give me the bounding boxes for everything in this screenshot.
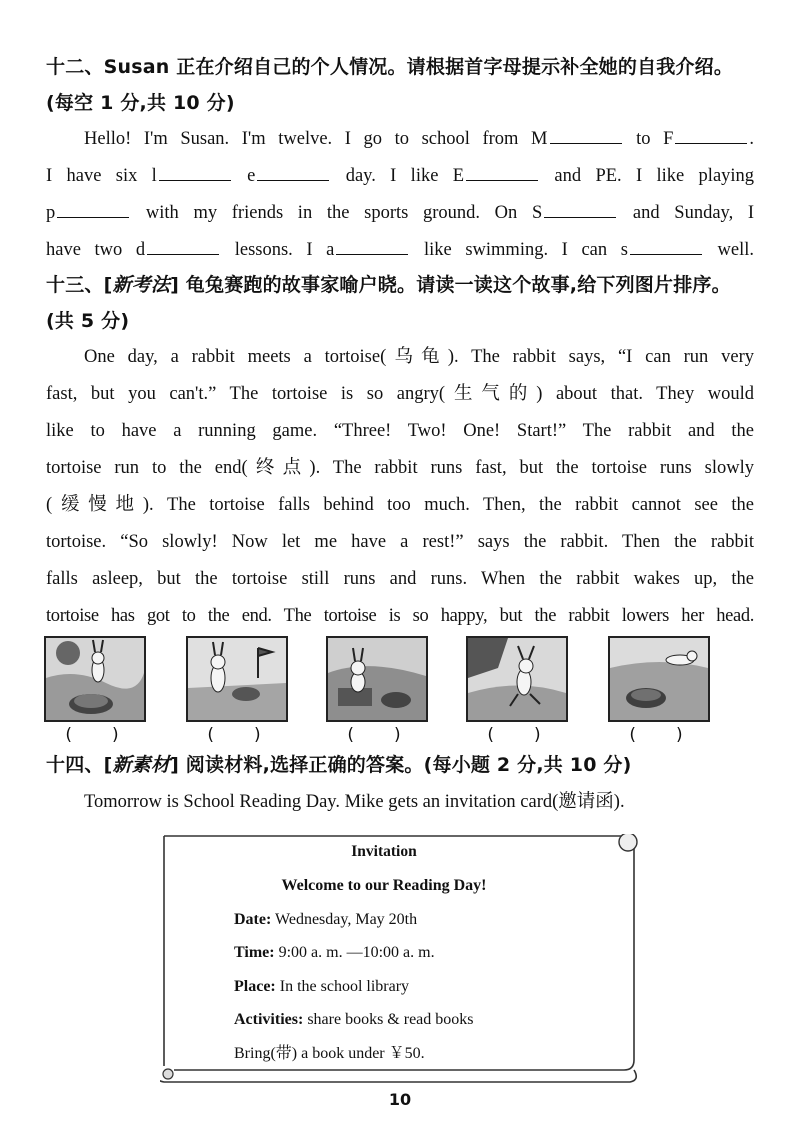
passage-line-3: p with my friends in the sports ground. On S and Sunday, I — [46, 195, 754, 232]
answer-slot-4[interactable]: ( ) — [487, 725, 543, 745]
section-12-points: (每空 1 分,共 10 分) — [46, 92, 235, 114]
rabbit-tortoise-scene-5 — [610, 638, 708, 720]
blank-saturday[interactable] — [544, 199, 616, 218]
blank-monday[interactable] — [550, 125, 622, 144]
section-12-passage — [46, 121, 754, 269]
rabbit-tortoise-scene-3 — [328, 638, 426, 720]
story-line: One day, a rabbit meets a tortoise(乌龟). The rabbit says, “I can run very — [84, 347, 754, 367]
rabbit-tortoise-scene-2 — [188, 638, 286, 720]
invitation-bring: Bring(带) a book under ￥50. — [234, 1044, 425, 1062]
invitation-date: Date: Wednesday, May 20th — [234, 910, 418, 928]
story-passage — [46, 339, 754, 635]
picture-race-start — [186, 636, 288, 722]
invitation-title: Invitation — [351, 843, 417, 860]
picture-rabbit-wakes — [466, 636, 568, 722]
picture-rabbit-meets-tortoise — [44, 636, 146, 722]
invitation-place: Place: In the school library — [234, 977, 410, 995]
section-14-title: 十四、[新素材] 阅读材料,选择正确的答案。(每小题 2 分,共 10 分) — [46, 754, 632, 776]
picture-rabbit-rests — [326, 636, 428, 722]
story-line: like to have a running game. “Three! Two! One! Start!” The rabbit and the — [46, 421, 754, 441]
invitation-time: Time: 9:00 a. m. —10:00 a. m. — [234, 944, 435, 961]
story-line: falls asleep, but the tortoise still runs and runs. When the rabbit wakes up, the — [46, 569, 754, 589]
answer-slot-5[interactable]: ( ) — [629, 725, 685, 745]
answer-slot-1[interactable]: ( ) — [65, 725, 121, 745]
blank-dancing[interactable] — [147, 236, 219, 255]
section-14-intro: Tomorrow is School Reading Day. Mike gets an invitation card(邀请函). — [84, 792, 625, 812]
passage-line-2: I have six l e day. I like E and PE. I like playing — [46, 158, 754, 195]
rabbit-tortoise-scene-1 — [46, 638, 144, 720]
story-line: fast, but you can't.” The tortoise is so angry(生气的) about that. They would — [46, 384, 754, 404]
story-line: (缓慢地). The tortoise falls behind too much. Then, the rabbit cannot see the — [46, 495, 754, 515]
story-pictures — [44, 636, 764, 746]
blank-english[interactable] — [466, 162, 538, 181]
answer-slot-3[interactable]: ( ) — [347, 725, 403, 745]
story-line: tortoise has got to the end. The tortoise is so happy, but the rabbit lowers her head. — [46, 606, 754, 626]
section-13-points: (共 5 分) — [46, 310, 130, 332]
invitation-card — [160, 834, 630, 1074]
blank-friday[interactable] — [675, 125, 747, 144]
invitation-activities: Activities: share books & read books — [234, 1011, 474, 1028]
blank-every[interactable] — [257, 162, 329, 181]
story-line: tortoise. “So slowly! Now let me have a rest!” says the rabbit. Then the rabbit — [46, 532, 754, 552]
new-test-method-tag: 新考法 — [112, 274, 171, 296]
section-13-title: 十三、[新考法] 龟兔赛跑的故事家喻户晓。请读一读这个故事,给下列图片排序。 — [46, 274, 731, 296]
passage-line-4: have two d lessons. I a like swimming. I can s well. — [46, 232, 754, 269]
passage-line-1: Hello! I'm Susan. I'm twelve. I go to school from M to F . — [46, 121, 754, 158]
section-12-title: 十二、Susan 正在介绍自己的个人情况。请根据首字母提示补全她的自我介绍。 — [46, 56, 734, 78]
invitation-subtitle: Welcome to our Reading Day! — [281, 877, 487, 894]
rabbit-tortoise-scene-4 — [468, 638, 566, 720]
page-number: 10 — [388, 1090, 412, 1109]
story-line: tortoise run to the end(终点). The rabbit runs fast, but the tortoise runs slowly — [46, 458, 754, 478]
invitation-content — [234, 842, 614, 1064]
blank-ping-pong[interactable] — [57, 199, 129, 218]
new-material-tag: 新素材 — [112, 754, 171, 776]
blank-also[interactable] — [336, 236, 408, 255]
blank-lessons[interactable] — [159, 162, 231, 181]
picture-tortoise-wins — [608, 636, 710, 722]
blank-swim[interactable] — [630, 236, 702, 255]
answer-slot-2[interactable]: ( ) — [207, 725, 263, 745]
